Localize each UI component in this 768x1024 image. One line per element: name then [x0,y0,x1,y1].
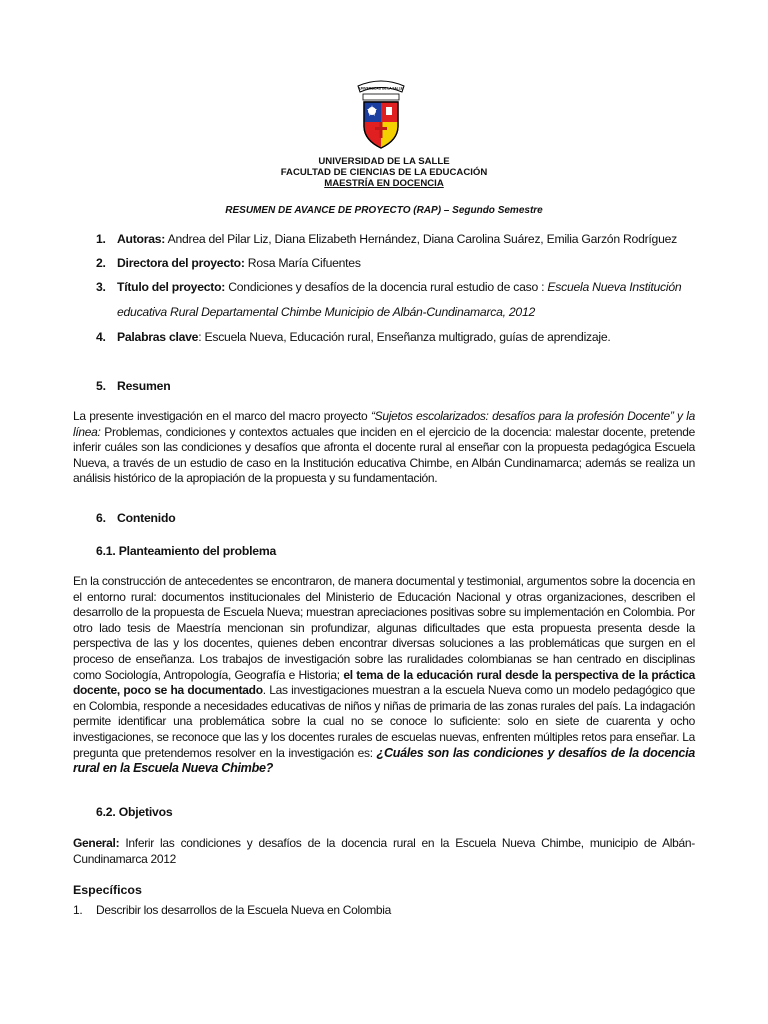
faculty-name: FACULTAD DE CIENCIAS DE LA EDUCACIÓN [280,167,488,178]
section-number: 6. [96,511,106,525]
especifico-number: 1. [73,903,83,917]
problema-bold: el tema de la educación rural desde la perspectiva de la práctica docente, poco se ha documentado [73,667,695,698]
university-name: UNIVERSIDAD DE LA SALLE [318,156,450,167]
section-objetivos-heading: 6.2. Objetivos [96,805,173,819]
resumen-italic: “Sujetos escolarizados: desafíos para la profesión Docente” y la línea: [73,409,695,439]
item-label: Palabras clave [117,330,199,344]
resumen-text-rest: Problemas, condiciones y contextos actuales que inciden en el ejercicio de la docencia: malestar docente, pretende inferir cuáles son las condiciones y desafíos que afronta el docente rural al enseñar con la propuesta pedagógica Escuela Nueva, a través de un estudio de caso en la Institución educativa Chimbe, en Albán Cundinamarca; además se realiza un análisis histórico de la apropiación de la propuesta y su fundamentación. [73,424,695,486]
item-number: 1. [96,232,106,246]
general-label: General: [73,836,120,850]
especifico-text: Describir los desarrollos de la Escuela Nueva en Colombia [96,903,392,917]
program-name: MAESTRÍA EN DOCENCIA [324,178,444,189]
item-label: Autoras: [117,232,166,246]
crest-banner-text: UNIVERSIDAD DE LA SALLE [359,86,403,91]
especificos-label: Específicos [73,883,142,897]
rap-title: RESUMEN DE AVANCE DE PROYECTO (RAP) – Segundo Semestre [225,205,543,216]
item-italic-text: Escuela Nueva Institución [547,280,682,294]
problema-text: En la construcción de antecedentes se encontraron, de manera documental y testimonial, argumentos sobre la docencia en el entorno rural: documentos institucionales del Ministerio de Educación Nacional y otras organizaciones, describen el desarrollo de la propuesta de Escuela Nueva; muestran apreciaciones positivas sobre su implementación en Colombia. Por otro lado tesis de Maestría mencionan sin profundizar, algunas dificultades que esta propuesta presenta desde la perspectiva de las y los docentes, quienes deben encontrar diversas soluciones a las problemáticas que surgen en el proceso de enseñanza. Los trabajos de investigación sobre las ruralidades colombianas se han centrado en disciplinas como Sociología, Antropología, Geografía e Historia; [73,574,695,682]
objetivo-general [73,836,695,867]
item-text: Rosa María Cifuentes [244,256,361,270]
item-titulo-line2: educativa Rural Departamental Chimbe Municipio de Albán-Cundinamarca, 2012 [117,305,536,319]
resumen-paragraph [73,409,695,487]
resumen-text: La presente investigación en el marco del macro proyecto [73,409,371,423]
item-number: 4. [96,330,106,344]
section-number: 5. [96,379,106,393]
problema-paragraph [73,574,695,777]
item-label: Título del proyecto: [117,280,226,294]
item-number: 3. [96,280,106,294]
item-text: Andrea del Pilar Liz, Diana Elizabeth Hernández, Diana Carolina Suárez, Emilia Garzón Rodríguez [165,232,677,246]
section-title: Contenido [117,511,176,525]
university-crest-logo [352,78,410,152]
item-text: Condiciones y desafíos de la docencia rural estudio de caso : [225,280,548,294]
problema-text-rest: . Las investigaciones muestran a la escuela Nueva como un modelo pedagógico que en Colombia, responde a necesidades educativas de niños y niñas de primaria de las zonas rurales del país. La indagación permite identificar una problemática sobre la cual no se conoce lo suficiente: solo en siete de cuarenta y ocho investigaciones, se reconoce que las y los docentes rurales de escuelas nuevas, enfrenten múltiples retos para enseñar. La pregunta que pretendemos resolver en la investigación es: [73,683,695,760]
section-title: Resumen [117,379,171,393]
section-planteamiento-heading: 6.1. Planteamiento del problema [96,544,277,558]
research-question: ¿Cuáles son las condiciones y desafíos de la docencia rural en la Escuela Nueva Chimbe? [73,745,695,776]
item-number: 2. [96,256,106,270]
general-text: Inferir las condiciones y desafíos de la docencia rural en la Escuela Nueva Chimbe, municipio de Albán-Cundinamarca 2012 [73,836,695,866]
item-text: : Escuela Nueva, Educación rural, Enseñanza multigrado, guías de aprendizaje. [198,330,611,344]
item-label: Directora del proyecto: [117,256,245,270]
